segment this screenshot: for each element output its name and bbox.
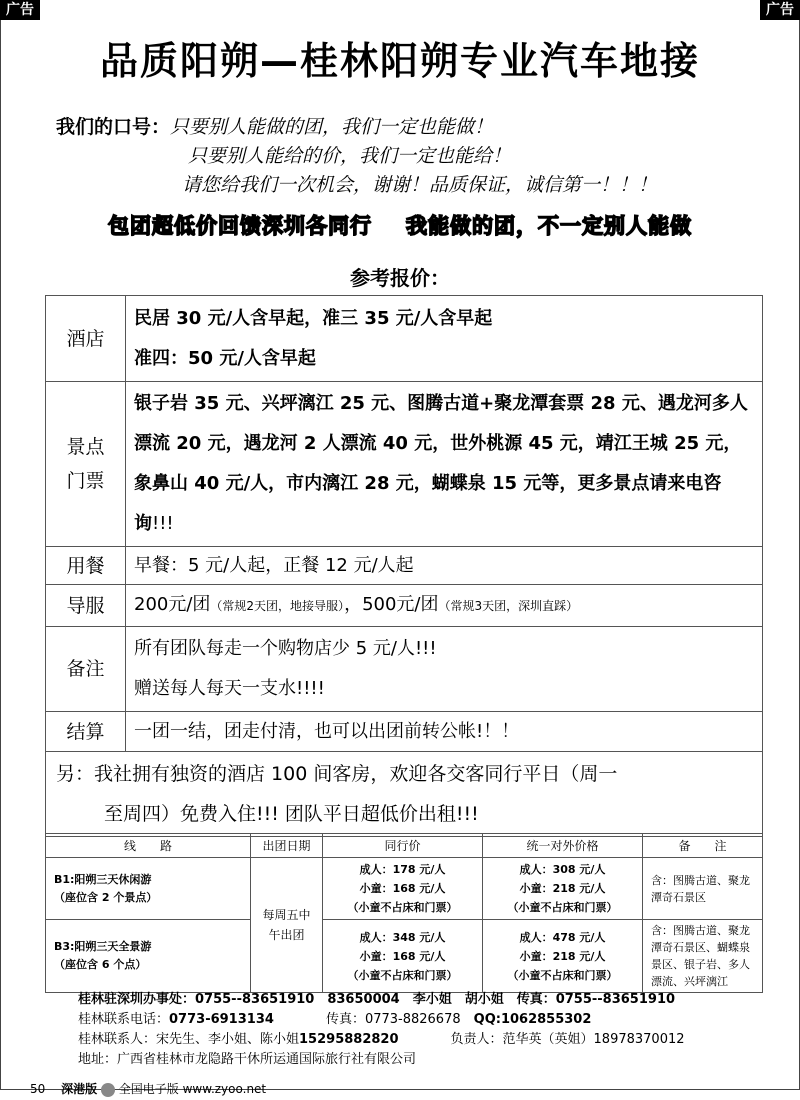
route-b3-remark: 含：图腾古道、聚龙潭奇石景区、蝴蝶泉景区、银子岩、多人漂流、兴坪漓江 — [643, 920, 763, 993]
price-table — [45, 295, 763, 837]
extra-line-2: 至周四）免费入住!!! 团队平日超低价出租!!! — [104, 803, 479, 825]
tickets-label-2: 门票 — [66, 470, 105, 492]
guide-sep: ， — [344, 594, 363, 615]
hotel-line-1: 民居 30 元/人含早起，准三 35 元/人含早起 — [134, 307, 493, 329]
page-number: 50 — [30, 1082, 46, 1096]
extra-line-1: 另：我社拥有独资的酒店 100 间客房，欢迎各交客同行平日（周一 — [56, 763, 618, 785]
guide-price-1: 200元/团 — [134, 594, 211, 615]
ad-title: 品质阳朔—桂林阳朔专业汽车地接 — [99, 39, 700, 83]
guide-price-2: 500元/团 — [362, 594, 439, 615]
ad-tag-right: 广告 — [760, 0, 800, 20]
slogan-line-1: 只要别人能做的团，我们一定也能做！ — [170, 116, 494, 138]
route-b1-peer-note: （小童不占床和门票） — [347, 901, 458, 914]
route-b3-retail-adult: 成人：478 元/人 — [519, 930, 606, 944]
route-table — [45, 833, 763, 993]
route-depart — [251, 858, 323, 993]
contact-qq: QQ:1062855302 — [473, 1012, 592, 1027]
tickets-label — [46, 382, 126, 547]
guide-label: 导服 — [46, 585, 126, 627]
publisher-logo-icon — [101, 1083, 115, 1097]
tickets-label-1: 景点 — [66, 436, 105, 458]
route-b3-retail-note: （小童不占床和门票） — [507, 968, 618, 982]
promo-part-2: 我能做的团，不一定别人能做 — [406, 214, 692, 238]
remarks-value — [126, 627, 763, 712]
route-b1-retail-adult: 成人：308 元/人 — [519, 863, 606, 876]
route-b1-retail — [483, 858, 643, 920]
contact-block — [78, 990, 685, 1070]
contact-people-line — [78, 1030, 685, 1050]
remarks-row — [46, 627, 763, 712]
route-b1-seats: （座位含 2 个景点） — [54, 890, 158, 904]
extra-note — [46, 752, 763, 837]
reference-price-title: 参考报价： — [350, 266, 450, 290]
slogan-label: 我们的口号： — [56, 116, 171, 138]
slogan-block — [56, 113, 657, 200]
promo-outline-line — [0, 210, 800, 240]
guide-value — [126, 585, 763, 627]
hotel-line-2: 准四：50 元/人含早起 — [134, 347, 316, 369]
extra-row — [46, 752, 763, 837]
page-footer — [30, 1080, 266, 1097]
route-header-remark: 备 注 — [643, 834, 763, 858]
guide-note-2: （常规3天团，深圳直踩） — [438, 599, 579, 613]
edition-label: 深港版 — [61, 1082, 98, 1096]
route-b3-retail-child: 小童：218 元/人 — [519, 949, 606, 963]
route-b3-retail — [483, 920, 643, 993]
contact-phone: 0773-6913134 — [169, 1012, 274, 1027]
contact-address: 地址：广西省桂林市龙隐路干休所运通国际旅行社有限公司 — [78, 1052, 417, 1067]
route-b1-peer — [323, 858, 483, 920]
contact-people: 桂林联系人：宋先生、李小姐、陈小姐 — [78, 1032, 300, 1047]
remarks-label: 备注 — [46, 627, 126, 712]
route-row-b3 — [46, 920, 763, 993]
meal-row — [46, 547, 763, 585]
route-b1-peer-child: 小童：168 元/人 — [359, 882, 446, 895]
route-b1-name: B1:阳朔三天休闲游 — [54, 872, 152, 886]
route-b3-peer-adult: 成人：348 元/人 — [359, 930, 446, 944]
route-b3-name: B3:阳朔三天全景游 — [54, 940, 152, 953]
tickets-suffix: !!! — [152, 513, 174, 534]
route-b1-retail-note: （小童不占床和门票） — [507, 901, 618, 914]
remarks-line-1: 所有团队每走一个购物店少 5 元/人!!! — [134, 638, 437, 659]
tickets-value — [126, 382, 763, 547]
promo-part-1: 包团超低价回馈深圳各同行 — [108, 214, 372, 238]
settle-row — [46, 712, 763, 752]
slogan-line-3: 请您给我们一次机会，谢谢！品质保证，诚信第一！！！ — [182, 174, 658, 196]
route-b1-retail-child: 小童：218 元/人 — [519, 882, 606, 895]
route-depart-text: 每周五中午出团 — [262, 908, 311, 942]
route-name-b3 — [46, 920, 251, 993]
hotel-value — [126, 296, 763, 382]
contact-phone-line — [78, 1010, 685, 1030]
route-name-b1 — [46, 858, 251, 920]
route-header-peer: 同行价 — [323, 834, 483, 858]
contact-office: 桂林驻深圳办事处：0755--83651910 83650004 李小姐 胡小姐 传真：0755--83651910 — [78, 992, 676, 1007]
remarks-line-2: 赠送每人每天一支水!!!! — [134, 678, 325, 699]
contact-mobile: 15295882820 — [299, 1032, 399, 1047]
guide-note-1: （常规2天团，地接导服） — [210, 599, 345, 613]
meal-label: 用餐 — [46, 547, 126, 585]
hotel-row — [46, 296, 763, 382]
contact-fax: 传真：0773-8826678 — [325, 1012, 461, 1027]
tickets-row — [46, 382, 763, 547]
guide-row — [46, 585, 763, 627]
contact-manager: 负责人：范华英（英姐）18978370012 — [450, 1032, 685, 1047]
hotel-label: 酒店 — [46, 296, 126, 382]
route-b1-peer-adult: 成人：178 元/人 — [359, 863, 446, 876]
meal-value: 早餐：5 元/人起，正餐 12 元/人起 — [126, 547, 763, 585]
route-row-b1 — [46, 858, 763, 920]
slogan-line-2: 只要别人能给的价，我们一定也能给！ — [188, 145, 512, 167]
route-b1-remark: 含：图腾古道、聚龙潭奇石景区 — [643, 858, 763, 920]
site-label: 全国电子版 www.zyoo.net — [118, 1082, 267, 1096]
route-b3-peer — [323, 920, 483, 993]
route-header-route: 线 路 — [46, 834, 251, 858]
route-b3-seats: （座位含 6 个点） — [54, 958, 147, 971]
ad-tag-left: 广告 — [0, 0, 40, 20]
route-b3-peer-child: 小童：168 元/人 — [359, 949, 446, 963]
route-header-row — [46, 834, 763, 858]
route-header-retail: 统一对外价格 — [483, 834, 643, 858]
route-b3-peer-note: （小童不占床和门票） — [347, 968, 458, 982]
tickets-text: 银子岩 35 元、兴坪漓江 25 元、图腾古道+聚龙潭套票 28 元、遇龙河多人漂流 20 元，遇龙河 2 人漂流 40 元，世外桃源 45 元，靖江王城 25 元，象鼻山 40 元/人，市内漓江 28 元，蝴蝶泉 15 元等，更多景点请来电咨询 — [134, 393, 748, 534]
contact-phone-label: 桂林联系电话： — [78, 1012, 170, 1027]
settle-value: 一团一结，团走付清，也可以出团前转公帐!！！ — [126, 712, 763, 752]
settle-label: 结算 — [46, 712, 126, 752]
route-header-date: 出团日期 — [251, 834, 323, 858]
